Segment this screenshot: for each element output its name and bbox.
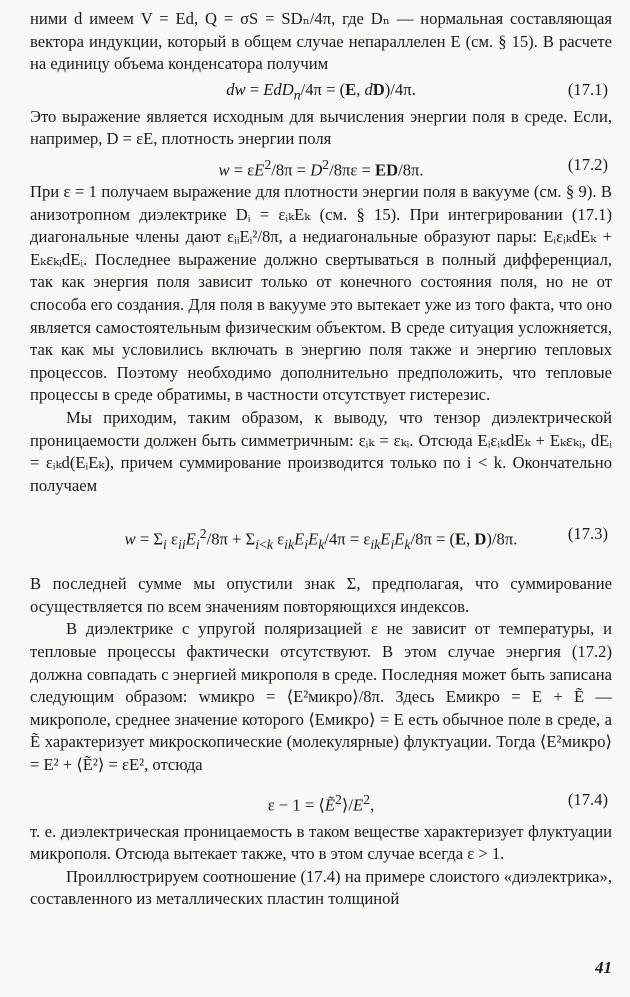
paragraph: ними d имеем V = Ed, Q = σS = SDₙ/4π, где Dₙ — нормальная составляющая вектора индукции, который в общем случае непараллелен E (см. § 15). В расчете на единицу объема конденсатора получим [30, 9, 612, 74]
equation-17-1 [30, 78, 612, 103]
paragraph: При ε = 1 получаем выражение для плотности энергии поля в вакууме (см. § 9). В анизотропном диэлектрике Dᵢ = εᵢₖEₖ (см. § 15). При интегрировании (17.1) диагональные члены дают εᵢᵢEᵢ²/8π, а недиагональные образуют пары: EᵢεᵢₖdEₖ + EₖεₖᵢdEᵢ. Последнее выражение должно свертываться в полный дифференциал, так как энергия поля зависит только от конечного состояния поля, но не от способа его создания. Для поля в вакууме это вытекает уже из того факта, что оно является самостоятельным физическим объектом. В среде ситуация усложняется, так как мы условились включать в энергию поля также и энергию тепловых процессов. Поэтому необходимо дополнительно предположить, что тепловые процессы в среде обратимы, в частности отсутствует гистерезис. [30, 181, 612, 405]
equation-number: (17.4) [567, 789, 608, 809]
equation-number: (17.2) [567, 154, 608, 174]
equation-17-3 [30, 505, 612, 567]
paragraph: т. е. диэлектрическая проницаемость в таком веществе характеризует флуктуации микрополя. Отсюда вытекает также, что в этом случае всегда ε > 1. [30, 821, 612, 864]
paragraph: В последней сумме мы опустили знак Σ, предполагая, что суммирование осуществляется по всем значениям повторяющихся индексов. [30, 574, 612, 616]
equation-number: (17.1) [567, 79, 608, 99]
equation-body: $w = \varepsilon E^2/8\pi = D^2/8\pi\varepsilon = ED/8\pi$. [218, 156, 424, 180]
page-number: 41 [595, 958, 612, 977]
paragraph: Это выражение является исходным для вычисления энергии поля в среде. Если, например, D = εE, плотность энергии поля [30, 106, 612, 149]
equation-number: (17.3) [567, 524, 608, 544]
paragraph: В диэлектрике с упругой поляризацией ε не зависит от температуры, и тепловые процессы фактически отсутствуют. В этом случае энергия (17.2) должна совпадать с энергией микрополя в среде. Последняя может быть записана следующим образом: wмикро = ⟨E²микро⟩/8π. Здесь Eмикро = E + Ẽ — микрополе, среднее значение которого ⟨Eмикро⟩ = E есть обычное поле в среде, а Ẽ характеризует микроскопические (молекулярные) флуктуации. Тогда ⟨E²микро⟩ = E² + ⟨Ẽ²⟩ = εE², отсюда [30, 619, 612, 775]
equation-body: $\varepsilon - 1 = ⟨Ẽ^2⟩/E^2$, [267, 791, 375, 815]
equation-17-2 [30, 153, 612, 178]
equation-body: $w = \Sigma_i$ $\varepsilon_{ii}E_i^2/8\pi + \Sigma_{i<k}$ $\varepsilon_{ik}E_iE_k/4\pi = \varepsilon_{ik}E_iE_k/8\pi = (E$, D)/8π. [124, 526, 518, 553]
page-text [30, 8, 612, 911]
equation-17-4 [30, 785, 612, 815]
paragraph: Мы приходим, таким образом, к выводу, что тензор диэлектрической проницаемости должен быть симметричным: εᵢₖ = εₖᵢ. Отсюда EᵢεᵢₖdEₖ + Eₖεₖᵢ, dEᵢ = εᵢₖd(EᵢEₖ), причем суммирование производится только по i < k. Окончательно получаем [30, 407, 612, 495]
paragraph: Проиллюстрируем соотношение (17.4) на примере слоистого «диэлектрика», составленного из металлических пластин толщиной [30, 866, 612, 909]
equation-body: dw = EdD$_n$/4π = (E, dD)/4π. [226, 79, 416, 103]
